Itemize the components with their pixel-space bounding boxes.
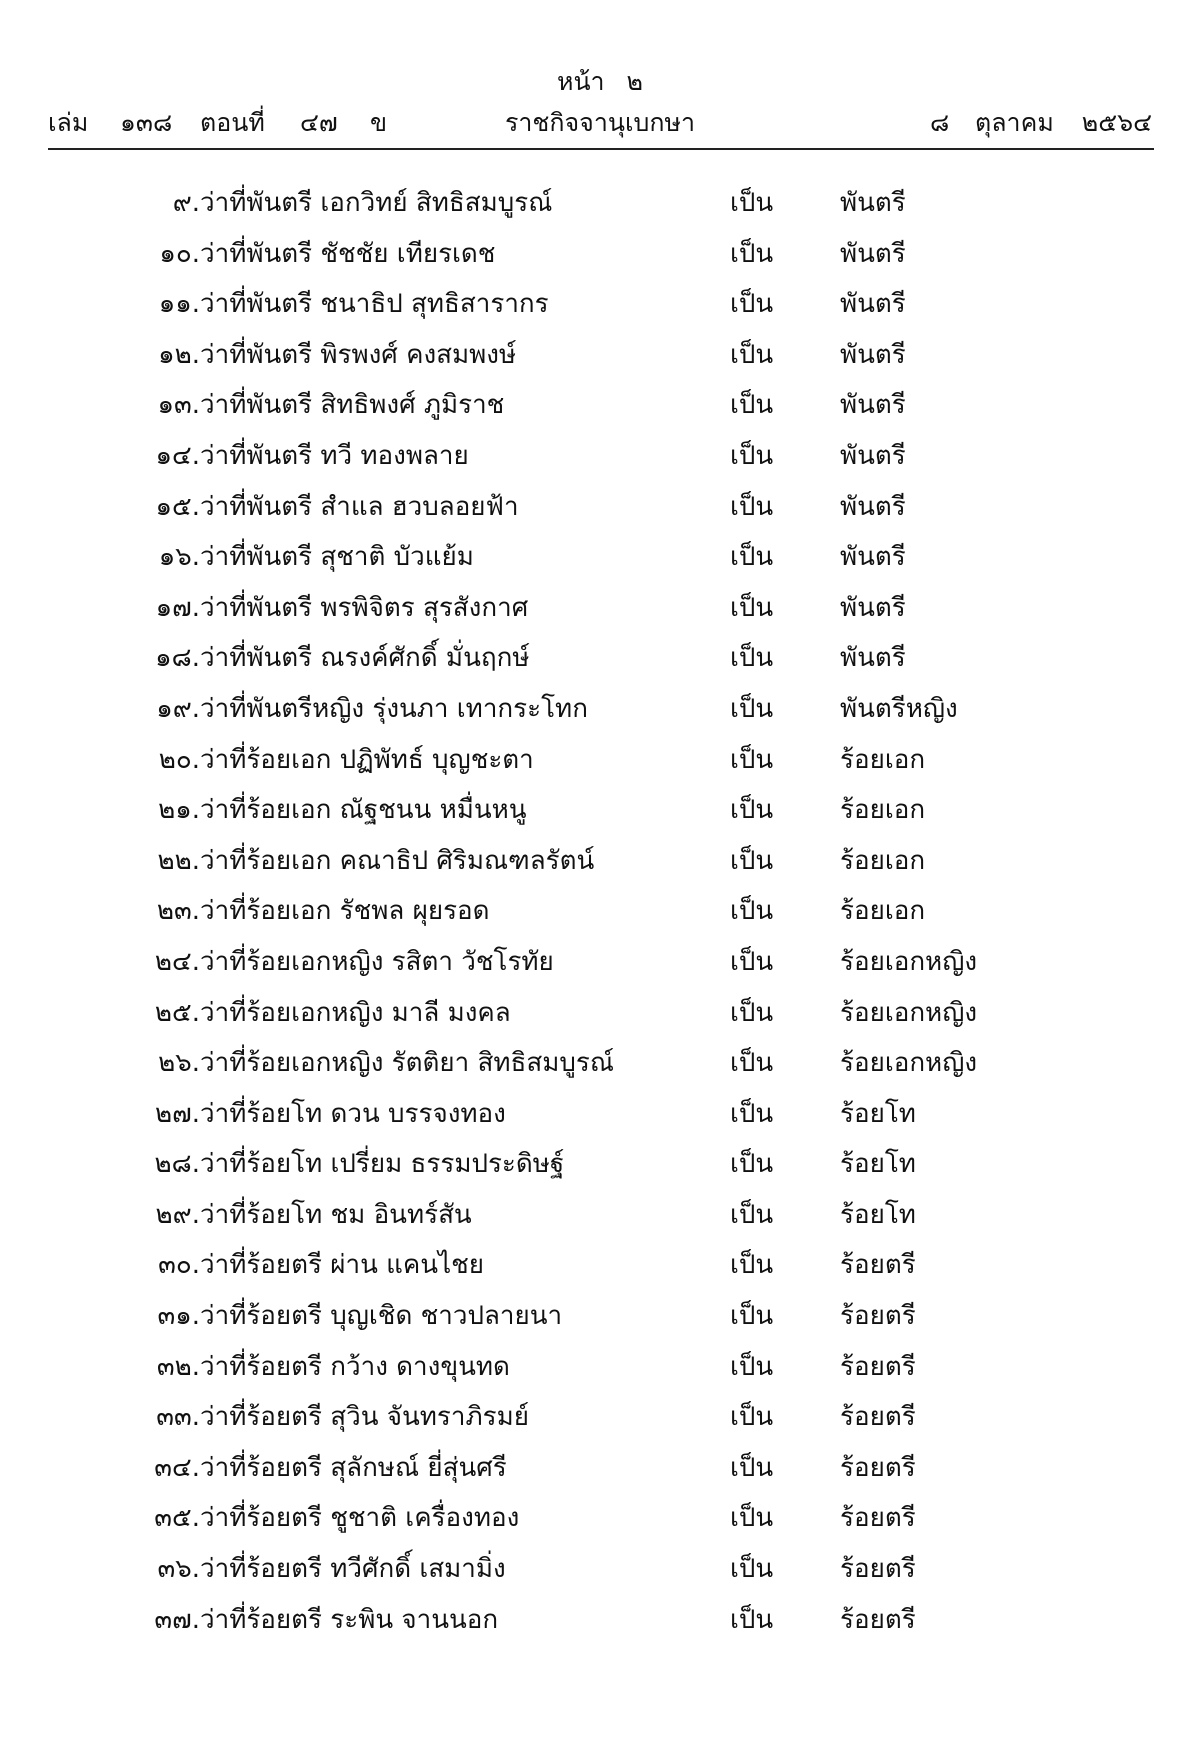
- list-item: [0, 740, 1200, 791]
- list-item: [0, 183, 1200, 234]
- entry-number: ๑๖.: [158, 542, 200, 573]
- entry-as: เป็น: [730, 1301, 774, 1332]
- entry-as: เป็น: [730, 1402, 774, 1433]
- list-item: [0, 1347, 1200, 1398]
- gazette-header: [0, 103, 1200, 143]
- entry-rank: ร้อยตรี: [840, 1452, 916, 1483]
- entry-as: เป็น: [730, 896, 774, 927]
- entry-name: ว่าที่ร้อยตรี สุลักษณ์ ยี่สุ่นศรี: [200, 1452, 507, 1483]
- entry-name: ว่าที่ร้อยเอก ปฏิพัทธ์ บุญชะตา: [200, 744, 534, 775]
- entry-number: ๓๖.: [157, 1554, 200, 1585]
- list-item: [0, 1448, 1200, 1499]
- entry-rank: ร้อยเอก: [840, 896, 926, 927]
- list-item: [0, 891, 1200, 942]
- entry-number: ๒๗.: [155, 1098, 200, 1129]
- entry-as: เป็น: [730, 1199, 774, 1230]
- entry-rank: ร้อยตรี: [840, 1301, 916, 1332]
- entry-number: ๒๐.: [158, 744, 200, 775]
- date-day: ๘: [930, 108, 950, 137]
- entry-number: ๑๘.: [155, 643, 200, 674]
- entry-name: ว่าที่พันตรีหญิง รุ่งนภา เทากระโทก: [200, 693, 588, 724]
- list-item: [0, 841, 1200, 892]
- entry-as: เป็น: [730, 946, 774, 977]
- entry-name: ว่าที่ร้อยตรี สุวิน จันทราภิรมย์: [200, 1402, 529, 1433]
- list-item: [0, 1144, 1200, 1195]
- entry-name: ว่าที่พันตรี สุชาติ บัวแย้ม: [200, 542, 474, 573]
- entry-rank: ร้อยเอกหญิง: [840, 1048, 978, 1079]
- volume-label: เล่ม: [48, 108, 89, 137]
- entry-rank: ร้อยเอกหญิง: [840, 946, 978, 977]
- entry-rank: พันตรี: [840, 643, 906, 674]
- appointment-list: [0, 183, 1200, 1650]
- list-item: [0, 1094, 1200, 1145]
- entry-name: ว่าที่พันตรี ทวี ทองพลาย: [200, 440, 469, 471]
- entry-name: ว่าที่ร้อยโท ชม อินทร์สัน: [200, 1199, 472, 1230]
- entry-rank: พันตรี: [840, 238, 906, 269]
- entry-name: ว่าที่ร้อยโท ดวน บรรจงทอง: [200, 1098, 506, 1129]
- list-item: [0, 689, 1200, 740]
- entry-name: ว่าที่พันตรี ชนาธิป สุทธิสารากร: [200, 289, 549, 320]
- entry-number: ๓๐.: [158, 1250, 200, 1281]
- entry-number: ๑๓.: [157, 390, 200, 421]
- entry-as: เป็น: [730, 491, 774, 522]
- entry-as: เป็น: [730, 997, 774, 1028]
- list-item: [0, 1245, 1200, 1296]
- volume-number: ๑๓๘: [120, 108, 173, 137]
- entry-name: ว่าที่ร้อยตรี ทวีศักดิ์ เสมามิ่ง: [200, 1554, 506, 1585]
- entry-number: ๓๔.: [154, 1452, 200, 1483]
- entry-number: ๓๑.: [157, 1301, 200, 1332]
- page-number: หน้า ๒: [556, 67, 644, 96]
- list-item: [0, 1296, 1200, 1347]
- section-part: ข: [370, 108, 388, 137]
- list-item: [0, 234, 1200, 285]
- list-item: [0, 588, 1200, 639]
- entry-name: ว่าที่พันตรี พิรพงศ์ คงสมพงษ์: [200, 339, 517, 370]
- list-item: [0, 1498, 1200, 1549]
- entry-name: ว่าที่พันตรี ชัชชัย เทียรเดช: [200, 238, 496, 269]
- entry-rank: พันตรีหญิง: [840, 693, 958, 724]
- entry-number: ๑๗.: [155, 592, 200, 623]
- entry-number: ๒๓.: [156, 896, 200, 927]
- entry-number: ๒๔.: [154, 946, 200, 977]
- entry-name: ว่าที่พันตรี เอกวิทย์ สิทธิสมบูรณ์: [200, 188, 553, 218]
- entry-number: ๑๑.: [158, 289, 200, 320]
- entry-name: ว่าที่พันตรี สิทธิพงศ์ ภูมิราช: [200, 390, 505, 421]
- entry-number: ๑๒.: [158, 339, 200, 370]
- entry-as: เป็น: [730, 289, 774, 320]
- entry-rank: ร้อยเอก: [840, 744, 926, 775]
- entry-rank: ร้อยเอก: [840, 845, 926, 876]
- entry-number: ๓๒.: [156, 1351, 200, 1382]
- list-item: [0, 335, 1200, 386]
- entry-as: เป็น: [730, 744, 774, 775]
- entry-number: ๓๕.: [154, 1503, 200, 1534]
- entry-rank: ร้อยโท: [840, 1199, 916, 1230]
- list-item: [0, 537, 1200, 588]
- entry-rank: ร้อยตรี: [840, 1503, 916, 1534]
- entry-as: เป็น: [730, 1098, 774, 1129]
- entry-name: ว่าที่ร้อยเอกหญิง มาลี มงคล: [200, 997, 511, 1028]
- entry-rank: ร้อยตรี: [840, 1351, 916, 1382]
- entry-number: ๑๐.: [159, 238, 200, 269]
- entry-rank: พันตรี: [840, 390, 906, 421]
- entry-number: ๒๙.: [155, 1199, 200, 1230]
- entry-as: เป็น: [730, 188, 774, 218]
- list-item: [0, 1043, 1200, 1094]
- entry-as: เป็น: [730, 238, 774, 269]
- entry-name: ว่าที่ร้อยโท เปรี่ยม ธรรมประดิษฐ์: [200, 1149, 565, 1180]
- entry-name: ว่าที่ร้อยตรี บุญเชิด ชาวปลายนา: [200, 1301, 563, 1332]
- entry-as: เป็น: [730, 592, 774, 623]
- entry-number: ๑๔.: [155, 440, 200, 471]
- list-item: [0, 1600, 1200, 1651]
- list-item: [0, 1549, 1200, 1600]
- entry-rank: ร้อยตรี: [840, 1250, 916, 1281]
- section-label: ตอนที่: [200, 108, 265, 137]
- entry-as: เป็น: [730, 440, 774, 471]
- entry-rank: พันตรี: [840, 491, 906, 522]
- entry-as: เป็น: [730, 1048, 774, 1079]
- entry-as: เป็น: [730, 390, 774, 421]
- entry-name: ว่าที่ร้อยเอก คณาธิป ศิริมณฑลรัตน์: [200, 845, 595, 876]
- entry-number: ๙.: [172, 188, 200, 218]
- entry-rank: ร้อยเอกหญิง: [840, 997, 978, 1028]
- entry-rank: ร้อยโท: [840, 1098, 916, 1129]
- entry-rank: พันตรี: [840, 440, 906, 471]
- entry-number: ๑๕.: [155, 491, 200, 522]
- entry-as: เป็น: [730, 1604, 774, 1635]
- entry-number: ๒๖.: [158, 1048, 200, 1079]
- header-divider: [48, 148, 1154, 150]
- entry-name: ว่าที่ร้อยตรี ผ่าน แคนไชย: [200, 1250, 485, 1281]
- entry-name: ว่าที่พันตรี ณรงค์ศักดิ์ มั่นฤกษ์: [200, 643, 530, 674]
- entry-rank: พันตรี: [840, 339, 906, 370]
- entry-rank: ร้อยตรี: [840, 1604, 916, 1635]
- entry-as: เป็น: [730, 1554, 774, 1585]
- entry-name: ว่าที่ร้อยเอก ณัฐชนน หมื่นหนู: [200, 795, 527, 826]
- entry-name: ว่าที่พันตรี พรพิจิตร สุรสังกาศ: [200, 592, 529, 623]
- entry-name: ว่าที่ร้อยตรี ชูชาติ เครื่องทอง: [200, 1503, 520, 1534]
- entry-as: เป็น: [730, 845, 774, 876]
- list-item: [0, 942, 1200, 993]
- entry-rank: พันตรี: [840, 188, 906, 218]
- entry-as: เป็น: [730, 643, 774, 674]
- entry-name: ว่าที่ร้อยเอกหญิง รสิตา วัชโรทัย: [200, 946, 554, 977]
- entry-as: เป็น: [730, 1503, 774, 1534]
- entry-as: เป็น: [730, 339, 774, 370]
- date-month: ตุลาคม: [975, 108, 1054, 137]
- list-item: [0, 487, 1200, 538]
- entry-number: ๒๕.: [154, 997, 200, 1028]
- list-item: [0, 993, 1200, 1044]
- section-number: ๔๗: [300, 108, 338, 137]
- entry-as: เป็น: [730, 1149, 774, 1180]
- entry-rank: ร้อยโท: [840, 1149, 916, 1180]
- entry-rank: ร้อยเอก: [840, 795, 926, 826]
- entry-as: เป็น: [730, 795, 774, 826]
- entry-as: เป็น: [730, 693, 774, 724]
- entry-number: ๓๓.: [156, 1402, 200, 1433]
- entry-rank: พันตรี: [840, 542, 906, 573]
- entry-rank: ร้อยตรี: [840, 1554, 916, 1585]
- entry-name: ว่าที่ร้อยเอกหญิง รัตติยา สิทธิสมบูรณ์: [200, 1048, 614, 1079]
- list-item: [0, 1195, 1200, 1246]
- entry-name: ว่าที่พันตรี สำแล ฮวบลอยฟ้า: [200, 491, 519, 522]
- list-item: [0, 436, 1200, 487]
- entry-name: ว่าที่ร้อยตรี ระพิน จานนอก: [200, 1604, 499, 1635]
- list-item: [0, 638, 1200, 689]
- entry-name: ว่าที่ร้อยเอก รัชพล ผุยรอด: [200, 896, 490, 927]
- entry-rank: พันตรี: [840, 592, 906, 623]
- list-item: [0, 284, 1200, 335]
- list-item: [0, 1397, 1200, 1448]
- entry-name: ว่าที่ร้อยตรี กว้าง ดางขุนทด: [200, 1351, 510, 1382]
- entry-number: ๑๙.: [156, 693, 200, 724]
- entry-number: ๒๑.: [158, 795, 200, 826]
- entry-as: เป็น: [730, 1351, 774, 1382]
- list-item: [0, 790, 1200, 841]
- list-item: [0, 385, 1200, 436]
- gazette-title: ราชกิจจานุเบกษา: [504, 108, 696, 137]
- entry-as: เป็น: [730, 1452, 774, 1483]
- entry-rank: พันตรี: [840, 289, 906, 320]
- entry-number: ๒๘.: [154, 1149, 200, 1180]
- entry-rank: ร้อยตรี: [840, 1402, 916, 1433]
- entry-as: เป็น: [730, 542, 774, 573]
- entry-number: ๒๒.: [157, 845, 200, 876]
- entry-number: ๓๗.: [154, 1604, 200, 1635]
- date-year: ๒๕๖๔: [1081, 108, 1152, 137]
- entry-as: เป็น: [730, 1250, 774, 1281]
